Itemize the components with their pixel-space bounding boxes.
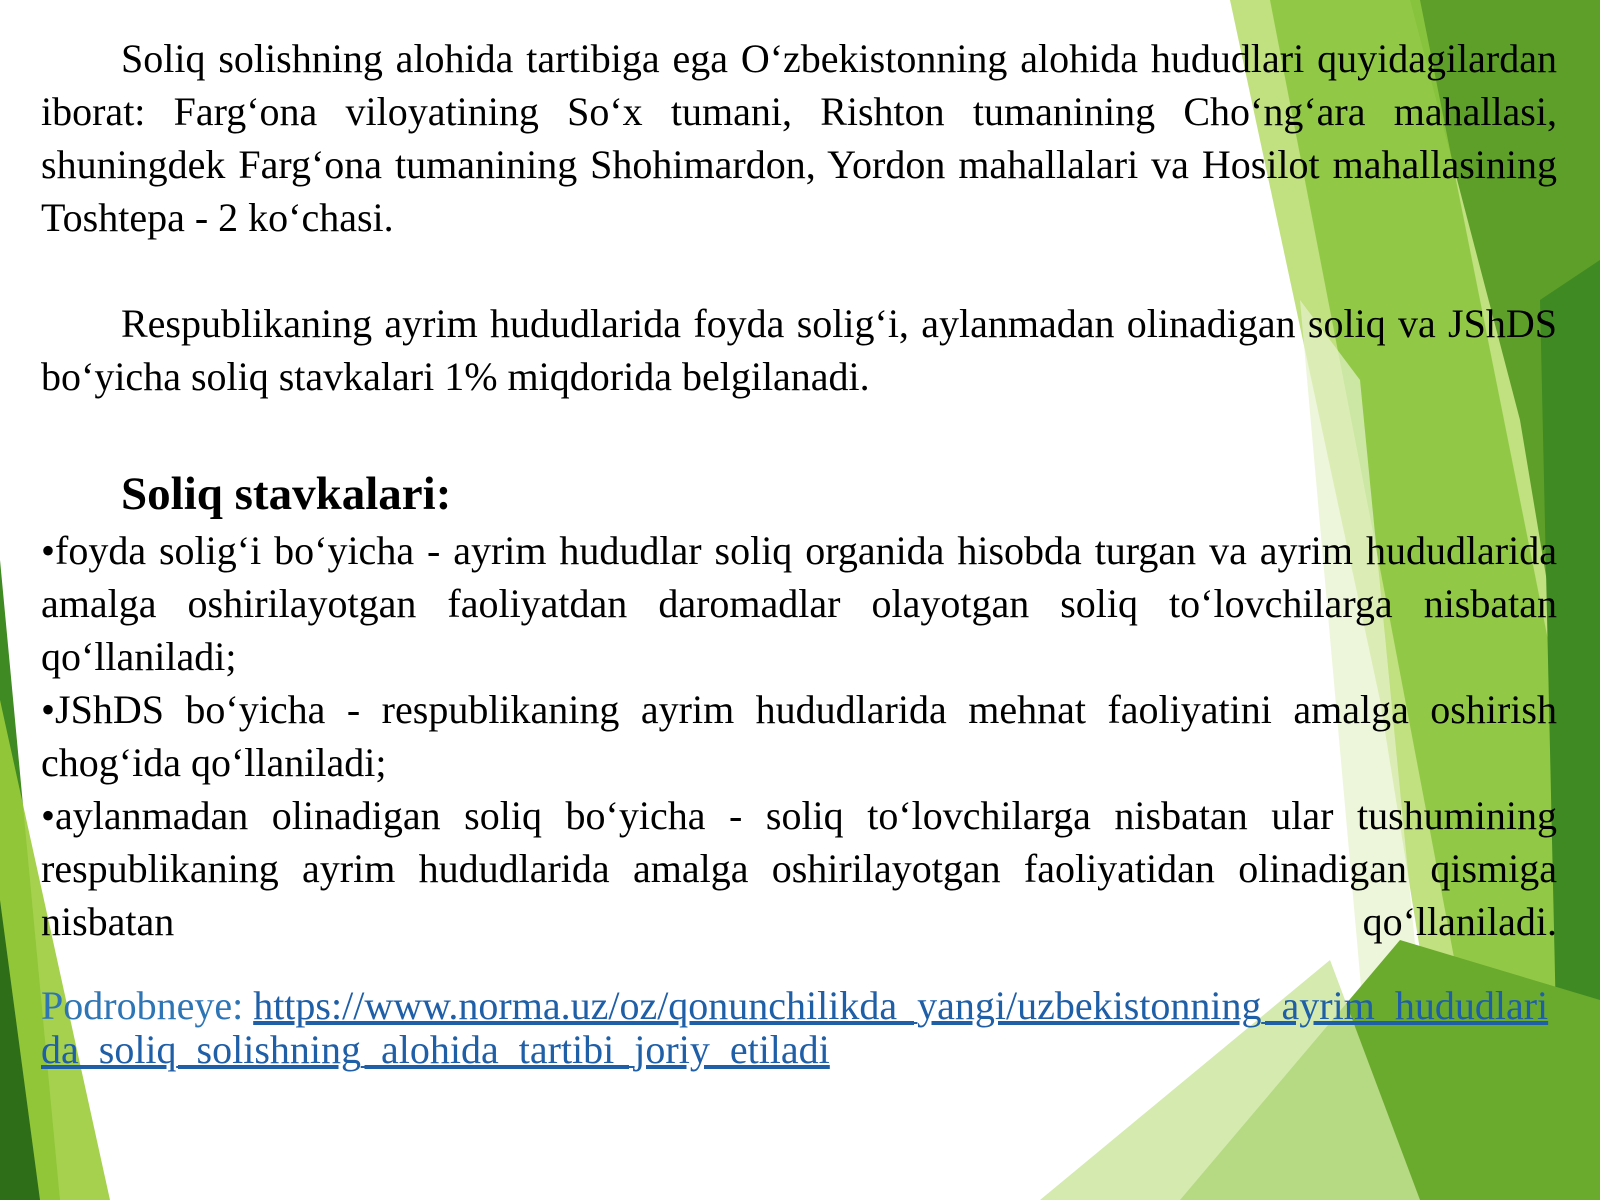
bullet-profit-tax: •foyda solig‘i bo‘yicha - ayrim hududlar soliq organida hisobda turgan va ayrim hududlarida amalga oshirilayotgan faoliyatdan daromadlar olayotgan soliq to‘lovchilarga nisbatan qo‘llaniladi; (41, 528, 1557, 679)
paragraph-rates: Respublikaning ayrim hududlarida foyda solig‘i, aylanmadan olinadigan soliq va JShDS bo‘yicha soliq stavkalari 1% miqdorida belgilanadi. (41, 301, 1557, 399)
spacer (41, 244, 1557, 297)
spacer (41, 403, 1557, 456)
source-link-block (41, 984, 1557, 1072)
section-heading: Soliq stavkalari: (121, 468, 452, 520)
slide-content (41, 32, 1557, 1072)
source-label: Podrobneye: (41, 983, 254, 1028)
paragraph-regions: Soliq solishning alohida tartibiga ega O‘zbekistonning alohida hududlari quyidagilardan iborat: Farg‘ona viloyatining So‘x tumani, Rishton tumanining Cho‘ng‘ara mahallasi, shuningdek Farg‘ona tumanining Shohimardon, Yordon mahallalari va Hosilot mahallasining Toshtepa - 2 ko‘chasi. (41, 36, 1557, 240)
bullet-income-tax: •JShDS bo‘yicha - respublikaning ayrim hududlarida mehnat faoliyatini amalga oshirish chog‘ida qo‘llaniladi; (41, 687, 1557, 785)
source-link[interactable]: https://www.norma.uz/oz/qonunchilikda_yangi/uzbekistonning_ayrim_hududlarida_soliq_solishning_alohida_tartibi_joriy_etiladi (41, 983, 1549, 1072)
bullet-turnover-tax: •aylanmadan olinadigan soliq bo‘yicha - soliq to‘lovchilarga nisbatan ular tushumining respublikaning ayrim hududlarida amalga oshirilayotgan faoliyatidan olinadigan qismiga nisbatan qo‘llaniladi. (41, 793, 1557, 944)
